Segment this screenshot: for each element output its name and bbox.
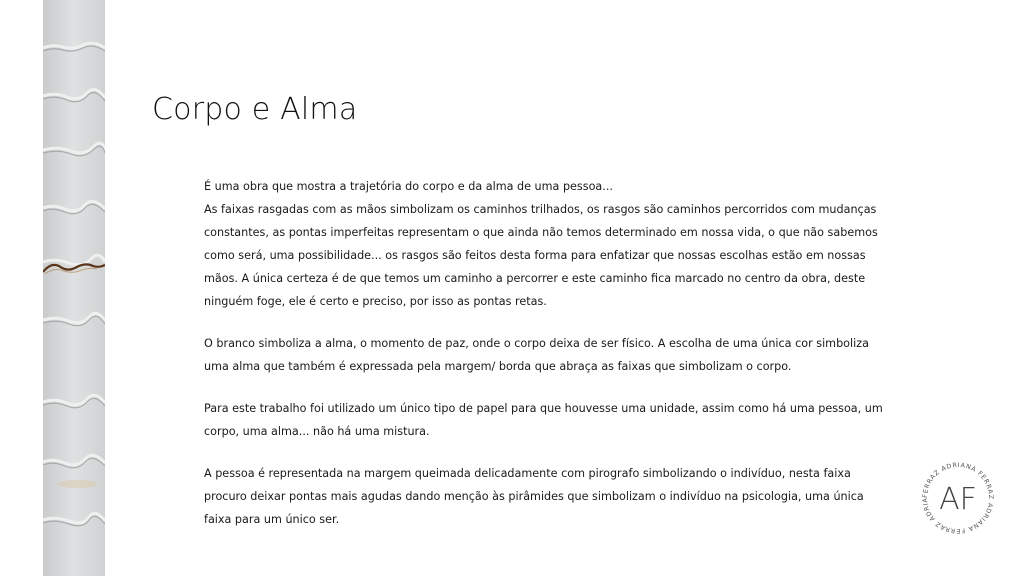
torn-paper-artwork-image <box>43 0 105 576</box>
text-line: Para este trabalho foi utilizado um único tipo de papel para que houvesse uma unidade, assim como há uma pessoa, um <box>204 402 883 415</box>
logo-ring-text: FERRAZ ADRIANA FERRAZ ADRIANA FERRAZ ADRIA <box>921 461 995 535</box>
paragraph-3 <box>204 397 894 443</box>
slide-body-text <box>204 175 894 550</box>
logo-monogram: AF <box>939 482 977 517</box>
text-line: ninguém foge, ele é certo e preciso, por isso as pontas retas. <box>204 295 547 308</box>
paragraph-1 <box>204 175 894 313</box>
text-line: mãos. A única certeza é de que temos um caminho a percorrer e este caminho fica marcado no centro da obra, deste <box>204 272 866 285</box>
text-line: A pessoa é representada na margem queimada delicadamente com pirografo simbolizando o indivíduo, nesta faixa <box>204 467 851 480</box>
text-line: como será, uma possibilidade... os rasgos são feitos desta forma para enfatizar que nossas escolhas estão em nossas <box>204 249 866 262</box>
paragraph-4 <box>204 462 894 531</box>
text-line: É uma obra que mostra a trajetória do corpo e da alma de uma pessoa... <box>204 180 613 193</box>
logo-seal-icon <box>917 457 999 539</box>
text-line: constantes, as pontas imperfeitas representam o que ainda não temos determinado em nossa vida, o que não sabemos <box>204 226 878 239</box>
text-line: procuro deixar pontas mais agudas dando menção às pirâmides que simbolizam o indivíduo na psicologia, uma única <box>204 490 864 503</box>
torn-paper-strips-image <box>43 0 105 576</box>
adriana-ferraz-logo <box>917 457 999 539</box>
text-line: O branco simboliza a alma, o momento de paz, onde o corpo deixa de ser físico. A escolha de uma única cor simboliza <box>204 337 869 350</box>
paragraph-2 <box>204 332 894 378</box>
text-line: uma alma que também é expressada pela margem/ borda que abraça as faixas que simbolizam o corpo. <box>204 360 792 373</box>
text-line: corpo, uma alma... não há uma mistura. <box>204 425 430 438</box>
text-line: As faixas rasgadas com as mãos simbolizam os caminhos trilhados, os rasgos são caminhos percorridos com mudanças <box>204 203 877 216</box>
slide-title: Corpo e Alma <box>152 92 358 127</box>
text-line: faixa para um único ser. <box>204 513 340 526</box>
